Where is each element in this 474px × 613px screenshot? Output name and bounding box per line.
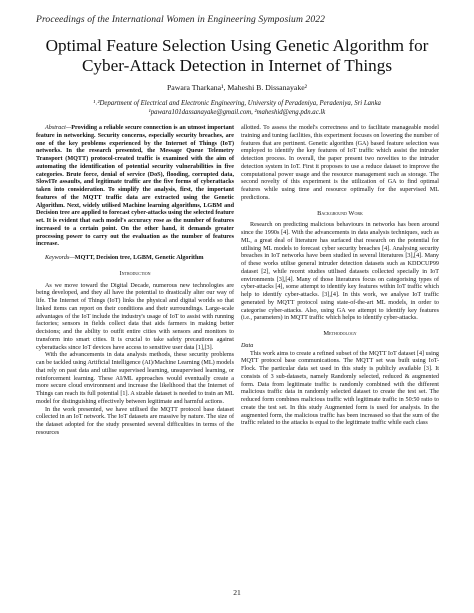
affiliation	[32, 99, 442, 117]
page-number: 21	[233, 588, 241, 597]
intro-paragraph-4: allotted. To assess the model's correctness and to facilitate manageable model training and tuning facilities, this experiment focuses on lowering the number of features that are pertinent. Genetic algorithm (GA) based feature selection was employed to identify the key features of IoT traffic which assist the intruder detection process. In overall, the paper present two novelties to the intruder detection system in IoT. First it proposes to use a reduce dataset to improve the computational power usage and the resource management such as storage. The second novelty of this experiment is the utilization of GA to find optimal features while using time and resource optimally for the supervised ML predictions.	[241, 125, 439, 201]
affiliation-department: ¹˒²Department of Electrical and Electronic Engineering, University of Peradeniya, Peradeniya, Sri Lanka	[93, 100, 381, 107]
abstract-text: Providing a reliable secure connection is an utmost important feature in networking. Security concerns, especially security breaches, are one of the key problems experienced by the Internet of Things (IoT) networks. In the research presented, the Message Queue Telemetry Transport (MQTT) protocol-created traffic is examined with the aim of automating the identification of potential security vulnerabilities in five categories. Brute force, denial of service (DoS), flooding, corrupted data, SlowITe assaults, and legitimate traffic are the five forms of cyberattacks taken into consideration. To simplify the analysis, first, the important features of the MQTT traffic data are extracted using the Genetic Algorithm. Next, widely utilised Machine learning algorithms, LGBM and Decision tree are applied to forecast cyber-attacks using the selected feature set. It is evident that each model's accuracy rose as the number of features increased to a certain point. On the other hand, it demands greater processing power to carry out the evaluation as the number of features increase.	[36, 125, 234, 248]
section-heading-introduction: Introduction	[119, 269, 151, 277]
methodology-paragraph-1: This work aims to create a refined subset of the MQTT IoT dataset [4] using MQTT protocol base communications. The MQTT set was built using IoT-Flock. The particular data set used in this study is publicly available [3]. It consists of 3 sub-datasets, namely Randomly selected, reduced & augmented form. Data from legitimate traffic is randomly combined with the different malicious traffic data in randomly selected dataset to create the test set. The reduced form combines malicious traffic with legitimate traffic in 50:50 ratio to create the test set. In this study Augmented form is used for analysis. In the augmented form, the malicious traffic has been increased so that the sum of the traffic related to the attacks is equal to the legitimate traffic while each class	[241, 350, 439, 427]
intro-paragraph-1: As we move toward the Digital Decade, numerous new technologies are being developed, and they all have the potential to drastically alter our way of life. The Internet of Things (IoT) links the physical and digital worlds so that linked items can report on their conditions and their surroundings. Large-scale advantages of the IoT include the industry's usage of IoT to assist with running factories; sensors in fields collect data that aids farmers in making better decisions; and the ability to outfit entire cities with sensors and monitors to transform into smart cities. It is crucial to take safety precautions against cyberattacks since IoT devices have access to sensitive user data [1],[3].	[36, 282, 234, 351]
affiliation-emails: ¹pawara101dassanayake@gmail.com, ²maheshid@eng.pdn.ac.lk	[148, 109, 326, 116]
section-heading-background: Background Work	[317, 209, 363, 217]
running-head: Proceedings of the International Women in Engineering Symposium 2022	[36, 14, 326, 25]
keywords-label: Keywords—	[45, 255, 75, 261]
intro-paragraph-2: With the advancements in data analysis methods, these security problems can be tackled using Artificial Intelligence (AI)/Machine Learning (ML) models that rely on past data and utilise supervised learning, unsupervised learning, or reinforcement learning. These AI/ML approaches would eventually create a more secure cloud environment and increase the likelihood that the Internet of Things can reach its full potential [1]. A sizable dataset is needed to train an ML model for distinguishing effectively between legitimate and harmful actions.	[36, 352, 234, 405]
abstract-label: Abstract—	[45, 125, 72, 131]
intro-paragraph-3: In the work presented, we have utilised the MQTT protocol base dataset collected in an IoT network. The IoT datasets are massive by nature. The size of the dataset adopted for the study presented several difficulties in terms of the resources	[36, 406, 234, 436]
left-column	[36, 125, 234, 438]
background-paragraph-1: Research on predicting malicious behaviours in networks has been around since the 1990s [4]. With the advancements in data analysis techniques, such as ML, a great deal of literature has surfaced that research on the potential for utilising ML models to forecast cyber security breaches [4]. Analysing security breaches in IoT networks have been studied in several literatures [3],[4]. Many of these works utilise general intruder detection datasets such as KDDCUP99 dataset [2], while recent studies utilised datasets collected specially in IoT environments [3],[4]. Many of those literatures focus on categorising types of cyber-attacks [4], some attempt to identify key features within IoT traffic which help to identify cyber-attacks. [3],[4]. In this work, we analyse IoT traffic generated by MQTT protocol using state-of-the-art ML models, in order to categorise cyber-attacks. Also, using GA we attempt to identify key features (i.e., parameters) in MQTT traffic which helps to identify cyber-attacks.	[241, 222, 439, 322]
subsection-heading-data: Data	[241, 342, 254, 349]
keywords-text: MQTT, Decision tree, LGBM, Genetic Algorithm	[74, 255, 204, 261]
section-heading-methodology: Methodology	[323, 330, 357, 337]
author-list: Pawara Tharkana¹, Maheshi B. Dissanayake²	[166, 83, 308, 92]
paper-title: Optimal Feature Selection Using Genetic Algorithm for Cyber-Attack Detection in Internet of Things	[45, 36, 429, 75]
keywords	[36, 255, 234, 263]
right-column	[241, 125, 439, 428]
abstract	[36, 125, 234, 249]
